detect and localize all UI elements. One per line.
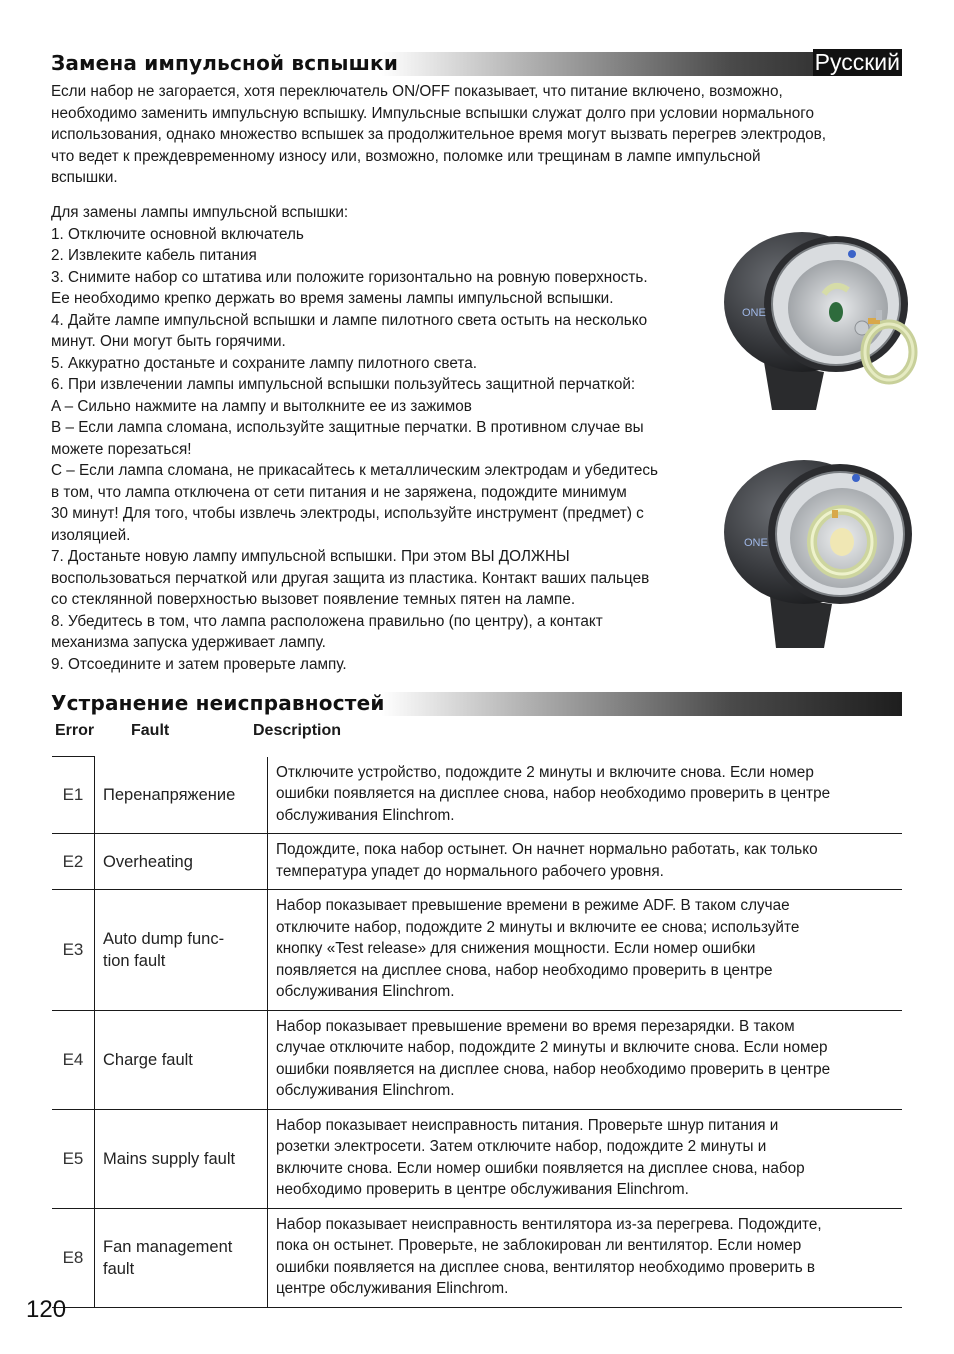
intro-line: использования, однако множество вспышек за продолжительное время могут вызвать перегрев электродов, <box>51 126 827 143</box>
fault-text: Charge fault <box>103 1050 193 1069</box>
section-title: Устранение неисправностей <box>51 691 385 715</box>
description-line: ошибки появляется на дисплее снова, вентилятор необходимо проверить в <box>276 1258 816 1276</box>
description-line: Набор показывает неисправность вентилятора из-за перегрева. Подождите, <box>276 1215 822 1233</box>
intro-line: необходимо заменить импульсную вспышку. Импульсные вспышки служат долго при условии нормального <box>51 104 814 122</box>
page-number: 120 <box>26 1296 67 1323</box>
description-line: Отключите устройство, подождите 2 минуты и включите снова. Если номер <box>276 763 814 781</box>
step-line: со стеклянной поверхностью вызовет появление темных пятен на лампе. <box>51 591 576 608</box>
fault-text: fault <box>103 1259 135 1278</box>
step-line: B – Если лампа сломана, используйте защитные перчатки. В противном случае вы <box>51 419 644 436</box>
flash-head-photo-new-tube <box>724 460 922 648</box>
fault-cell <box>95 834 268 890</box>
description-line: центре обслуживания Elinchrom. <box>276 1280 509 1297</box>
step-line: 1. Отключите основной включатель <box>51 225 304 243</box>
description-line: кнопку «Test release» для снижения мощности. Если номер ошибки <box>276 940 756 957</box>
error-code: E1 <box>52 757 95 834</box>
description-line: Набор показывает превышение времени во время перезарядки. В таком <box>276 1017 795 1035</box>
step-line: 30 минут! Для того, чтобы извлечь электроды, используйте инструмент (предмет) с <box>51 505 644 522</box>
description-line: обслуживания Elinchrom. <box>276 1082 455 1099</box>
step-line: воспользоваться перчаткой или другая защита из пластика. Контакт ваших пальцев <box>51 569 650 587</box>
description-line: пока он остынет. Проверьте, не заблокирован ли вентилятор. Если номер <box>276 1237 802 1254</box>
description-line: Набор показывает превышение времени в режиме ADF. В таком случае <box>276 897 790 914</box>
error-code: E3 <box>52 890 95 1011</box>
step-line: изоляцией. <box>51 526 131 544</box>
language-label: Русский <box>814 49 900 75</box>
description-line: обслуживания Elinchrom. <box>276 983 455 1000</box>
error-code: E4 <box>52 1010 95 1109</box>
step-line: можете порезаться! <box>51 440 192 458</box>
fault-cell <box>95 1208 268 1307</box>
header-fault: Fault <box>131 722 170 739</box>
description-cell <box>268 834 903 890</box>
error-code: E8 <box>52 1208 95 1307</box>
table-row <box>52 834 902 890</box>
fault-cell <box>95 890 268 1011</box>
description-line: ошибки появляется на дисплее снова, набор необходимо проверить в центре <box>276 785 831 802</box>
table-row <box>52 757 902 834</box>
section-header-troubleshooting <box>51 692 902 716</box>
description-line: температура упадет до нормального рабочего уровня. <box>276 862 664 880</box>
step-line: C – Если лампа сломана, не прикасайтесь к металлическим электродам и убедитесь <box>51 462 658 479</box>
step-line: 5. Аккуратно достаньте и сохраните лампу пилотного света. <box>51 354 477 372</box>
table-row <box>52 1208 902 1307</box>
header-description: Description <box>253 722 342 739</box>
fault-text: Auto dump func- <box>103 929 225 948</box>
section-title: Замена импульсной вспышки <box>51 51 399 75</box>
description-line: отключите набор, подождите 2 минуты и включите ее снова; используйте <box>276 918 800 936</box>
description-line: обслуживания Elinchrom. <box>276 806 455 824</box>
description-line: Подождите, пока набор остынет. Он начнет нормально работать, как только <box>276 841 818 858</box>
fault-text: Mains supply fault <box>103 1149 236 1168</box>
table-row <box>52 890 902 1011</box>
step-line: 2. Извлеките кабель питания <box>51 247 257 264</box>
fault-text: tion fault <box>103 951 166 970</box>
description-cell <box>268 757 903 834</box>
intro-paragraph <box>51 81 826 189</box>
step-line: минут. Они могут быть горячими. <box>51 333 286 350</box>
step-line: 7. Достаньте новую лампу импульсной вспышки. При этом ВЫ ДОЛЖНЫ <box>51 548 570 565</box>
step-line: 4. Дайте лампе импульсной вспышки и лампе пилотного света остыть на несколько <box>51 311 648 329</box>
description-cell <box>268 890 903 1011</box>
description-cell <box>268 1010 903 1109</box>
fault-text: Fan management <box>103 1237 233 1256</box>
description-line: Набор показывает неисправность питания. Проверьте шнур питания и <box>276 1116 779 1134</box>
intro-line: вспышки. <box>51 169 118 186</box>
step-line: 6. При извлечении лампы импульсной вспышки пользуйтесь защитной перчаткой: <box>51 376 636 393</box>
step-line: 9. Отсоедините и затем проверьте лампу. <box>51 655 347 673</box>
fault-text: Overheating <box>103 852 193 871</box>
error-code: E2 <box>52 834 95 890</box>
step-line: 8. Убедитесь в том, что лампа расположена правильно (по центру), а контакт <box>51 612 603 630</box>
step-line: Ее необходимо крепко держать во время замены лампы импульсной вспышки. <box>51 290 614 307</box>
step-line: в том, что лампа отключена от сети питания и не заряжена, подождите минимум <box>51 483 627 501</box>
flash-head-photo-removed-tube <box>724 232 922 410</box>
fault-cell <box>95 1010 268 1109</box>
step-line: A – Сильно нажмите на лампу и вытолкните ее из зажимов <box>51 397 472 415</box>
description-line: появляется на дисплее снова, набор необходимо проверить в центре <box>276 961 773 979</box>
step-line: механизма запуска удерживает лампу. <box>51 634 326 651</box>
brand-label: ONE <box>744 537 768 549</box>
error-code: E5 <box>52 1109 95 1208</box>
fault-cell <box>95 757 268 834</box>
description-cell <box>268 1109 903 1208</box>
fault-text: Перенапряжение <box>103 785 236 804</box>
fault-cell <box>95 1109 268 1208</box>
intro-line: что ведет к преждевременному износу или, возможно, поломке или трещинам в лампе импульсной <box>51 147 761 165</box>
description-line: ошибки появляется на дисплее снова, набор необходимо проверить в центре <box>276 1060 831 1078</box>
error-table <box>52 756 902 1308</box>
description-line: розетки электросети. Затем отключите набор, подождите 2 минуты и <box>276 1138 767 1155</box>
brand-label: ONE <box>742 307 766 319</box>
header-error: Error <box>55 722 95 739</box>
replacement-steps <box>51 202 658 675</box>
section-header-flash-replacement <box>51 49 902 76</box>
description-line: включите снова. Если номер ошибки появляется на дисплее снова, набор <box>276 1159 805 1177</box>
steps-intro-line: Для замены лампы импульсной вспышки: <box>51 204 349 221</box>
description-line: случае отключите набор, подождите 2 минуты и включите снова. Если номер <box>276 1039 828 1056</box>
step-line: 3. Снимите набор со штатива или положите горизонтально на ровную поверхность. <box>51 268 648 286</box>
intro-line: Если набор не загорается, хотя переключатель ON/OFF показывает, что питание включено, возможно, <box>51 83 783 100</box>
table-row <box>52 1010 902 1109</box>
description-line: необходимо проверить в центре обслуживания Elinchrom. <box>276 1181 689 1198</box>
table-row <box>52 1109 902 1208</box>
description-cell <box>268 1208 903 1307</box>
